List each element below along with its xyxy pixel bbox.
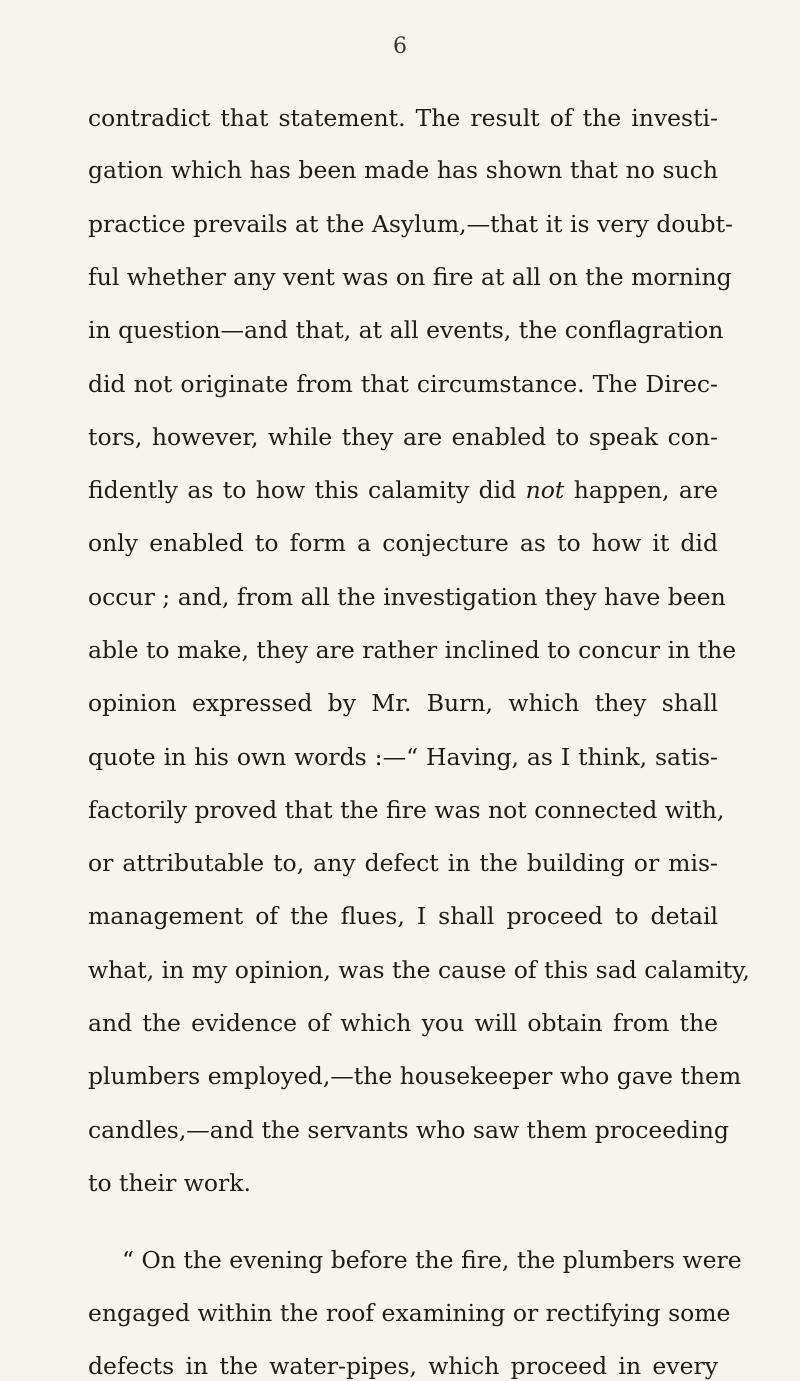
text-line: engaged within the roof examining or rectifying some [88, 1299, 731, 1327]
text-line: what, in my opinion, was the cause of this sad calamity, [88, 956, 750, 984]
text-line: able to make, they are rather inclined to concur in the [88, 636, 737, 664]
text-line: and the evidence of which you will obtain from the [88, 1009, 718, 1037]
text-line: in question—and that, at all events, the conflagration [88, 316, 724, 344]
text-line: gation which has been made has shown that no such [88, 156, 718, 184]
text-line: defects in the water-pipes, which proceed in every [88, 1352, 718, 1380]
text-line [88, 475, 718, 505]
emphasized-word: not [525, 476, 565, 504]
text-line: only enabled to form a conjecture as to how it did [88, 529, 718, 557]
text-segment: happen, are [573, 476, 718, 504]
text-line: ful whether any vent was on fire at all on the morning [88, 263, 732, 291]
text-line: management of the flues, I shall proceed to detail [88, 902, 718, 930]
text-line: occur ; and, from all the investigation they have been [88, 583, 726, 611]
text-line: or attributable to, any defect in the building or mis- [88, 849, 718, 877]
text-line: “ On the evening before the fire, the plumbers were [122, 1246, 742, 1274]
text-line: quote in his own words :—“ Having, as I think, satis- [88, 743, 718, 771]
text-line: tors, however, while they are enabled to speak con- [88, 423, 718, 451]
text-line: opinion expressed by Mr. Burn, which they shall [88, 689, 718, 717]
text-segment: fidently as to how this calamity did [88, 476, 517, 504]
text-line: candles,—and the servants who saw them proceeding [88, 1116, 729, 1144]
text-line: contradict that statement. The result of the investi- [88, 104, 718, 132]
text-line: practice prevails at the Asylum,—that it is very doubt- [88, 210, 733, 238]
text-line: to their work. [88, 1169, 251, 1197]
text-line: did not originate from that circumstance. The Direc- [88, 370, 718, 398]
text-line: plumbers employed,—the housekeeper who gave them [88, 1062, 742, 1090]
text-line: factorily proved that the fire was not connected with, [88, 796, 725, 824]
page-number: 6 [393, 34, 407, 59]
